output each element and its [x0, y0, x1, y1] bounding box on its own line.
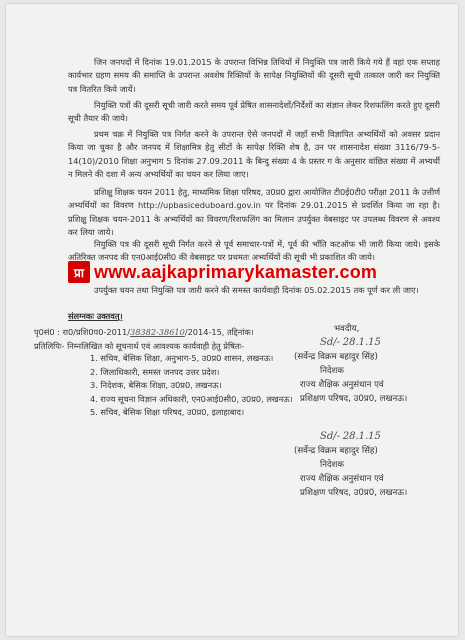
enclosure-note: संलग्नकः उक्तवत्। [68, 311, 123, 321]
reference-suffix: /2014-15, तद्दिनांक। [184, 327, 254, 337]
list-item: 5. सचिव, बेसिक शिक्षा परिषद, उ0प्र0, इलाहाबाद। [90, 407, 245, 418]
signatory-title: निदेशक [320, 366, 345, 376]
signatory-org-line-1: राज्य शैक्षिक अनुसंधान एवं [300, 474, 384, 484]
list-item: 3. निदेशक, बेसिक शिक्षा, उ0प्र0, लखनऊ। [90, 380, 222, 391]
signatory-org-line-1: राज्य शैक्षिक अनुसंधान एवं [300, 380, 384, 390]
signature-block-2 [294, 430, 407, 500]
paragraph-2-text: नियुक्ति पत्रों की दूसरी सूची जारी करते समय पूर्व प्रेषित शासनादेशों/निर्देशों का संज्ञान लेकर रिशफलिंग करते हुए दूसरी सूची तैयार की जाये। [68, 100, 440, 124]
watermark-logo: प्रा [68, 261, 90, 283]
paragraph-6-text: उपर्युक्त चयन तथा नियुक्ति पत्र जारी करने की समस्त कार्यवाही दिनांक 05.02.2015 तक पूर्ण कर ली जाए। [94, 285, 419, 295]
list-item: 2. जिलाधिकारी, समस्त जनपद उत्तर प्रदेश। [90, 366, 220, 377]
paragraph-6 [68, 284, 446, 297]
reference-prefix: पृ0सं0 : रा0/प्रशि0प0-2011/ [34, 327, 130, 337]
signature-date: 28.1.15 [342, 337, 381, 348]
list-item: 4. राज्य सूचना विज्ञान अधिकारी, एन0आई0सी0, उ0प्र0, लखनऊ। [90, 393, 293, 404]
signature-mark: Sd/- [320, 337, 340, 348]
paragraph-1 [68, 56, 440, 96]
paragraph-2 [68, 99, 440, 126]
paragraph-3-text: प्रथम चक्र में नियुक्ति पत्र निर्गत करने के उपरान्त ऐसे जनपदों में जहाँ सभी विज्ञापित अभ्यर्थियों को अवसर प्रदान किया जा चुका है और जनपद में शिक्षामित्र हेतु सीटों के सापेक्ष रिक्ति शेष है, उन पर शासनादेश संख्या 3116/79-5-14(10)/2010 शिक्षा अनुभाग 5 दिनांक 27.09.2011 के बिन्दु संख्या 4 के प्रस्तर ग के अनुसार वांछित संख्या में अभ्यर्थी न मिलने की दशा में अन्य अभ्यर्थियों का चयन कर लिया जाए। [68, 129, 440, 180]
signatory-name: (सर्वेन्द्र विक्रम बहादुर सिंह) [294, 446, 378, 456]
copy-recipient-list [90, 352, 420, 420]
signatory-title: निदेशक [320, 460, 345, 470]
signatory-org-line-2: प्रशिक्षण परिषद, उ0प्र0, लखनऊ। [300, 488, 408, 498]
document-page [6, 4, 458, 636]
watermark-text: www.aajkaprimarykamaster.com [94, 261, 378, 282]
dispatch-number: 38382-38610 [129, 327, 185, 337]
copy-intro: प्रतिलिपिः- निम्नलिखित को सूचनार्थ एवं आवश्यक कार्यवाही हेतु प्रेषितः- [34, 341, 245, 351]
closing: भवदीय, [334, 324, 360, 334]
paragraph-1-text: जिन जनपदों में दिनांक 19.01.2015 के उपरान्त विभिन्न तिथियों में नियुक्ति पत्र जारी किये गये हैं वहां एक सप्ताह कार्यभार ग्रहण समय की समाप्ति के उपरान्त अवशेष रिक्तियों के सापेक्ष नियुक्तियों की दूसरी सूची तत्काल जारी कर नियुक्ति पत्र वितरित किये जायें। [68, 57, 440, 94]
paragraph-5 [68, 238, 440, 265]
signature-date: 28.1.15 [342, 431, 381, 442]
signature-mark: Sd/- [320, 431, 340, 442]
list-item: 1. सचिव, बेसिक शिक्षा, अनुभाग-5, उ0प्र0 शासन, लखनऊ। [90, 353, 274, 363]
paragraph-4-text: प्रशिक्षु शिक्षक चयन 2011 हेतु, माध्यमिक शिक्षा परिषद, उ0प्र0 द्वारा आयोजित टी0ई0टी0 परीक्षा 2011 के उत्तीर्ण अभ्यर्थियों का विवरण http://upbasiceduboard.gov.in पर दिनांक 29.01.2015 से प्रदर्शित किया जा रहा है। प्रशिक्षु शिक्षक चयन-2011 के अभ्यर्थियों का विवरण/रिशफलिंग का मिलान उपर्युक्त वेबसाइट पर उपलब्ध विवरण से अवश्य कर लिया जाये। [68, 187, 440, 238]
reference-line [34, 326, 254, 340]
paragraph-5-text: नियुक्ति पत्र की दूसरी सूची निर्गत करने से पूर्व समाचार-पत्रों में, पूर्व की भाँति कटऑफ भी जारी किया जाये। इसके अतिरिक्त जनपद की एन0आई0सी0 की वेबसाइट पर प्रथमतः अभ्यर्थियों की सूची भी प्रकाशित की जाये। [68, 239, 440, 263]
signatory-name: (सर्वेन्द्र विक्रम बहादुर सिंह) [294, 352, 378, 362]
paragraph-3 [68, 128, 440, 182]
paragraph-4 [68, 186, 440, 240]
signatory-org-line-2: प्रशिक्षण परिषद, उ0प्र0, लखनऊ। [300, 394, 408, 404]
